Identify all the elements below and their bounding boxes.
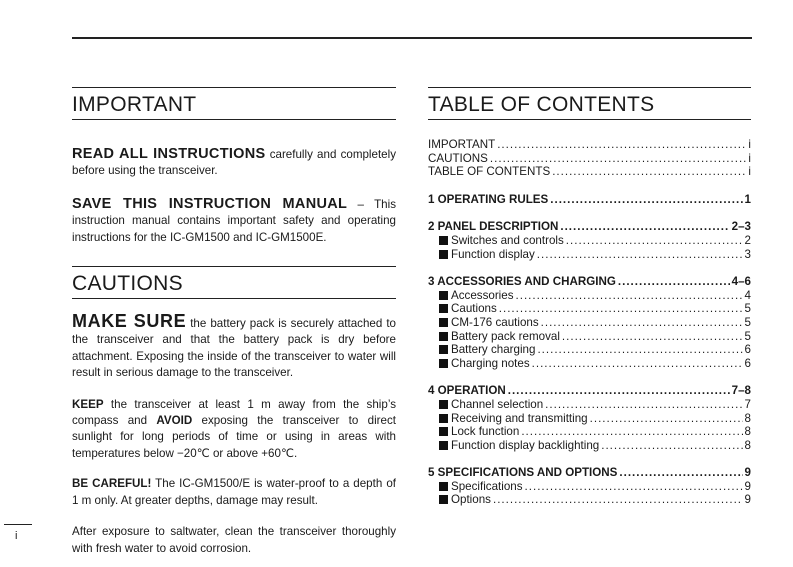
toc-leader-dots	[619, 466, 742, 480]
toc-leader-dots	[499, 302, 743, 316]
toc-entry[interactable]	[428, 234, 751, 248]
toc-entry-text: Receiving and transmitting	[451, 411, 588, 425]
toc-entry-text: Lock function	[451, 425, 520, 439]
toc-entry-label	[439, 398, 543, 412]
toc-entry-page: 8	[744, 425, 751, 439]
bullet-square-icon	[439, 304, 448, 313]
toc-entry-text: TABLE OF CONTENTS	[428, 165, 551, 179]
bullet-square-icon	[439, 250, 448, 259]
toc-group	[428, 275, 751, 370]
toc-entry-page: 4–6	[731, 275, 751, 289]
toc-leader-dots	[497, 138, 746, 152]
bullet-square-icon	[439, 332, 448, 341]
important-paragraph-1-text: carefully and completely before using the transceiver.	[72, 148, 396, 178]
toc-entry[interactable]	[428, 343, 751, 357]
toc-entry-label	[439, 412, 588, 426]
toc-entry-text: CM-176 cautions	[451, 315, 539, 329]
toc-entry[interactable]	[428, 302, 751, 316]
toc-entry-page: 9	[744, 479, 751, 493]
avoid-lead: AVOID	[156, 414, 193, 428]
toc-entry[interactable]	[428, 330, 751, 344]
toc-entry-label	[439, 439, 599, 453]
toc-entry[interactable]	[428, 289, 751, 303]
toc-entry-text: Battery pack removal	[451, 329, 560, 343]
toc-entry-page: i	[748, 151, 751, 165]
bullet-square-icon	[439, 427, 448, 436]
page-number-rule	[4, 524, 32, 525]
cautions-paragraph-1	[72, 313, 396, 382]
bullet-square-icon	[439, 318, 448, 327]
toc-entry-text: Specifications	[451, 479, 523, 493]
bullet-square-icon	[439, 495, 448, 504]
toc-leader-dots	[560, 220, 729, 234]
toc-leader-dots	[537, 343, 742, 357]
toc-entry-text: 3 ACCESSORIES AND CHARGING	[428, 275, 616, 289]
cautions-paragraph-3	[72, 476, 396, 509]
read-all-instructions-lead: READ ALL INSTRUCTIONS	[72, 146, 266, 162]
toc-entry[interactable]	[428, 398, 751, 412]
toc-leader-dots	[493, 493, 743, 507]
toc-entry-label	[439, 357, 530, 371]
toc-leader-dots	[537, 248, 743, 262]
cautions-paragraph-2-text-b: exposing the transceiver to direct sunlight for long periods of time or using in areas with temperatures below −20℃ or above +60℃.	[72, 414, 396, 460]
toc-entry-text: Battery charging	[451, 343, 536, 357]
toc-entry[interactable]	[428, 412, 751, 426]
toc-entry-page: 9	[744, 466, 751, 480]
bullet-square-icon	[439, 400, 448, 409]
toc-heading: TABLE OF CONTENTS	[428, 87, 751, 120]
toc-entry-page: 5	[744, 329, 751, 343]
cautions-paragraph-3-text: The IC-GM1500/E is water-proof to a depth of 1 m only. At greater depths, damage may result.	[72, 477, 396, 507]
toc-entry-label	[439, 343, 535, 357]
toc-entry-label	[428, 220, 558, 234]
make-sure-lead: MAKE SURE	[72, 311, 187, 332]
toc-entry-label	[428, 384, 506, 398]
bullet-square-icon	[439, 236, 448, 245]
toc-entry[interactable]	[428, 165, 751, 179]
toc-entry-label	[439, 234, 564, 248]
toc-leader-dots	[601, 439, 742, 453]
toc-entry-page: 6	[744, 343, 751, 357]
toc-entry-text: 5 SPECIFICATIONS AND OPTIONS	[428, 466, 618, 480]
toc-leader-dots	[566, 234, 743, 248]
toc-entry-label	[428, 152, 488, 166]
bullet-square-icon	[439, 345, 448, 354]
cautions-paragraph-1-text: the battery pack is securely attached to the transceiver and that the battery pack is dry before attachment. Exposing the inside of the transceiver to water will result in serious damage to the transceiver.	[72, 317, 396, 380]
toc-entry-text: Channel selection	[451, 397, 544, 411]
toc-entry[interactable]	[428, 466, 751, 480]
toc-leader-dots	[618, 275, 730, 289]
toc-entry-page: 7	[744, 397, 751, 411]
toc-entry-text: Function display backlighting	[451, 438, 600, 452]
toc-entry-label	[428, 138, 495, 152]
toc-group	[428, 138, 751, 179]
toc-entry-text: 4 OPERATION	[428, 384, 506, 398]
toc-entry-text: CAUTIONS	[428, 151, 488, 165]
keep-lead: KEEP	[72, 397, 104, 411]
toc-entry-text: Accessories	[451, 288, 514, 302]
toc-leader-dots	[516, 289, 743, 303]
toc-entry-page: 4	[744, 288, 751, 302]
important-heading: IMPORTANT	[72, 87, 396, 120]
toc-leader-dots	[541, 316, 743, 330]
important-paragraph-1	[72, 146, 396, 180]
toc-entry-text: Switches and controls	[451, 233, 564, 247]
toc-entry-page: 2–3	[731, 220, 751, 234]
page-number: i	[15, 530, 18, 542]
bullet-square-icon	[439, 291, 448, 300]
toc-entry-text: 1 OPERATING RULES	[428, 192, 549, 206]
toc-leader-dots	[532, 357, 743, 371]
toc-entry-page: 7–8	[731, 384, 751, 398]
toc-entry-label	[428, 466, 617, 480]
toc-leader-dots	[550, 193, 742, 207]
toc-leader-dots	[490, 152, 747, 166]
toc-group	[428, 466, 751, 507]
toc-leader-dots	[590, 412, 743, 426]
toc-entry[interactable]	[428, 493, 751, 507]
cautions-paragraph-2	[72, 397, 396, 463]
important-paragraph-2	[72, 196, 396, 246]
toc-entry-label	[439, 425, 519, 439]
toc-entry[interactable]	[428, 248, 751, 262]
toc-leader-dots	[545, 398, 742, 412]
toc-entry[interactable]	[428, 138, 751, 152]
cautions-heading: CAUTIONS	[72, 266, 396, 299]
toc-entry-text: 2 PANEL DESCRIPTION	[428, 220, 559, 234]
toc-entry-page: 2	[744, 233, 751, 247]
bullet-square-icon	[439, 359, 448, 368]
toc-entry-label	[439, 248, 535, 262]
toc-entry-page: 9	[744, 493, 751, 507]
toc-entry-text: Charging notes	[451, 356, 530, 370]
bullet-square-icon	[439, 441, 448, 450]
cautions-paragraph-2-text-a: the transceiver at least 1 m away from the ship’s compass and	[72, 397, 396, 428]
toc-entry[interactable]	[428, 357, 751, 371]
toc-entry-label	[439, 493, 491, 507]
toc-leader-dots	[525, 480, 743, 494]
toc-entry-label	[439, 302, 497, 316]
toc-entry-text: IMPORTANT	[428, 138, 496, 151]
toc-leader-dots	[521, 425, 742, 439]
toc-entry-text: Options	[451, 493, 491, 507]
toc-entry[interactable]	[428, 193, 751, 207]
toc-entry-label	[439, 330, 560, 344]
right-column	[428, 87, 751, 507]
toc-entry[interactable]	[428, 152, 751, 166]
toc-entry-label	[439, 316, 539, 330]
toc-entry-page: 1	[744, 192, 751, 206]
toc-entry[interactable]	[428, 275, 751, 289]
toc-group	[428, 193, 751, 207]
toc-entry-text: Function display	[451, 247, 535, 261]
toc-entry-page: 5	[744, 315, 751, 329]
toc-entry[interactable]	[428, 316, 751, 330]
toc-entry[interactable]	[428, 439, 751, 453]
toc-entry-page: 8	[744, 438, 751, 452]
toc-entry-page: 5	[744, 302, 751, 316]
toc-entry-page: 6	[744, 356, 751, 370]
toc-entry-label	[428, 193, 548, 207]
bullet-square-icon	[439, 482, 448, 491]
toc-entry-text: Cautions	[451, 302, 497, 316]
be-careful-lead: BE CAREFUL!	[72, 477, 152, 491]
toc-leader-dots	[562, 330, 743, 344]
toc-entry-label	[439, 480, 523, 494]
toc-entry-page: 3	[744, 247, 751, 261]
toc-entry[interactable]	[428, 384, 751, 398]
save-manual-lead: SAVE THIS INSTRUCTION MANUAL	[72, 195, 348, 212]
toc-leader-dots	[552, 165, 746, 179]
toc-entry-label	[439, 289, 514, 303]
important-paragraph-2-text: – This instruction manual contains important safety and operating instructions for the IC-GM1500 and IC-GM1500E.	[72, 197, 396, 244]
toc-entry-page: i	[748, 138, 751, 151]
toc-entry-label	[428, 165, 550, 179]
toc-leader-dots	[508, 384, 730, 398]
bullet-square-icon	[439, 414, 448, 423]
toc-entry[interactable]	[428, 425, 751, 439]
toc-group	[428, 220, 751, 261]
toc-entry-page: i	[748, 165, 751, 179]
toc-list	[428, 138, 751, 507]
toc-entry-label	[428, 275, 616, 289]
toc-group	[428, 384, 751, 452]
toc-entry-page: 8	[744, 411, 751, 425]
top-rule	[72, 37, 752, 39]
toc-entry[interactable]	[428, 480, 751, 494]
cautions-paragraph-4: After exposure to saltwater, clean the transceiver thoroughly with fresh water to avoid corrosion.	[72, 525, 396, 555]
toc-entry[interactable]	[428, 220, 751, 234]
left-column	[72, 87, 396, 557]
